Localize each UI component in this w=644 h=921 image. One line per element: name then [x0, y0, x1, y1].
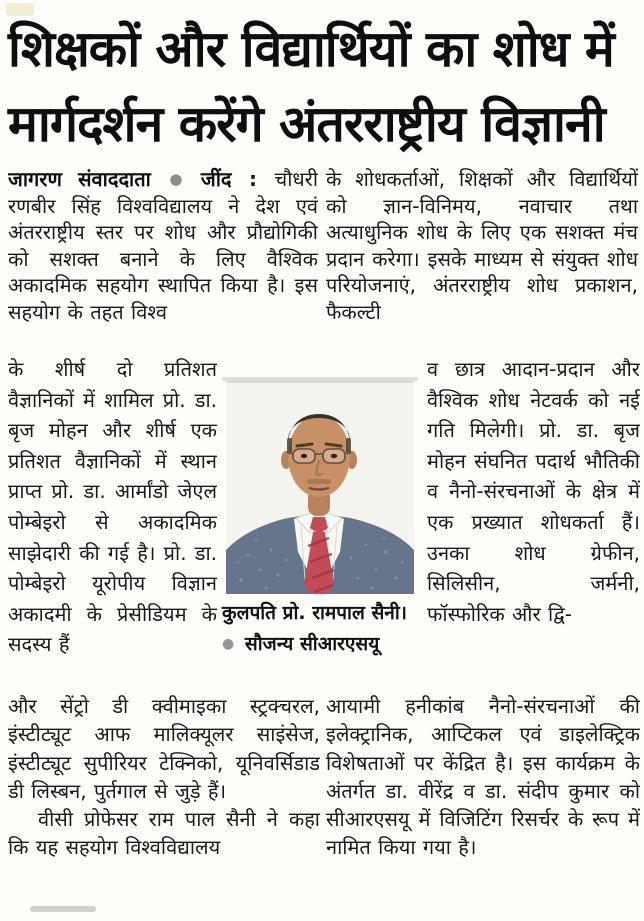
article-left-bottom-text-2: वीसी प्रोफेसर राम पाल सैनी ने कहा कि यह सहयोग विश्वविद्यालय	[8, 807, 320, 860]
article-right-bottom-text: आयामी हनीकांब नैनो-संरचनाओं की इलेक्ट्रानिक, आप्टिकल एवं डाइलेक्ट्रिक विशेषताओं पर केंद्रित है। इस कार्यक्रम के अंतर्गत डा. वीरेंद्र व डा. संदीप कुमार को सीआरएसयू में विजिटिंग रिसर्चर के रूप में नामित किया गया है।	[326, 694, 640, 860]
article-left-top	[8, 166, 318, 354]
dateline-bullet-icon: ●	[169, 170, 183, 188]
article-right-middle-text: व छात्र आदान-प्रदान और वैश्विक शोध नेटवर्क को नई गति मिलेगी। प्रो. डा. बृज मोहन संघनित पदार्थ भौतिकी व नैनो-संरचनाओं के क्षेत्र में एक प्रख्यात शोधकर्ता हैं। उनका शोध ग्रेफीन, सिलिसीन, जर्मनी, फॉस्फोरिक और द्वि-	[427, 357, 640, 626]
headline-line-2: मार्गदर्शन करेंगे अंतरराष्ट्रीय विज्ञानी	[8, 95, 605, 153]
article-left-top-text: चौधरी रणबीर सिंह विश्वविद्यालय ने देश एवं अंतरराष्ट्रीय स्तर पर शोध और प्रौद्योगिकी को सशक्त बनाने के लिए वैश्विक अकादमिक सहयोग स्थापित किया है। इस सहयोग के तहत विश्व	[8, 167, 318, 324]
moustache	[307, 479, 331, 484]
eye-right	[331, 454, 337, 458]
article-left-middle-text: के शीर्ष दो प्रतिशत वैज्ञानिकों में शामिल प्रो. डा. बृज मोहन और शीर्ष एक प्रतिशत वैज्ञानिकों में स्थान प्राप्त प्रो. डा. आर्मांडो जेएल पोम्बेइरो से अकादमिक साझेदारी की गई है। प्रो. डा. पोम्बेइरो यूरोपीय विज्ञान अकादमी के प्रेसीडियम के सदस्य हैं	[8, 357, 217, 657]
photo-caption-credit: सौजन्य सीआरएसयू	[244, 633, 380, 655]
eye-left	[301, 454, 307, 458]
article-left-bottom-text: और सेंट्रो डी क्वीमाइका स्ट्रक्चरल, इंस्टीट्यूट आफ मालिक्यूलर साइंसेज, इंस्टीट्यूट सुपीरियर टेक्निको, यूनिवर्सिडाड डी लिस्बन, पुर्तगाल से जुड़े हैं।	[8, 694, 320, 803]
article-left-bottom	[8, 692, 320, 918]
photo-caption-name: कुलपति प्रो. रामपाल सैनी।	[222, 602, 407, 624]
caption-bullet-icon: ●	[222, 636, 235, 652]
article-right-bottom	[326, 692, 640, 918]
dateline-city: जींद	[200, 167, 232, 191]
headline	[8, 12, 640, 162]
photo-caption	[222, 598, 422, 660]
photo-top-border	[226, 380, 414, 383]
headline-line-1: शिक्षकों और विद्यार्थियों का शोध में	[8, 20, 614, 78]
portrait-photo	[226, 380, 414, 594]
article-left-middle	[8, 354, 217, 692]
byline-agency: जागरण संवाददाता	[8, 167, 151, 191]
dateline-separator: :	[249, 167, 258, 191]
article-right-middle	[427, 354, 640, 692]
article-right-top	[326, 166, 638, 354]
article-right-top-text: के शोधकर्ताओं, शिक्षकों और विद्यार्थियों को ज्ञान-विनिमय, नवाचार तथा अत्याधुनिक शोध के लिए एक सशक्त मंच प्रदान करेगा। इसके माध्यम से संयुक्त शोध परियोजनाएं, अंतरराष्ट्रीय शोध प्रकाशन, फैकल्टी	[326, 167, 638, 324]
photo-caption-credit-line	[222, 629, 422, 660]
